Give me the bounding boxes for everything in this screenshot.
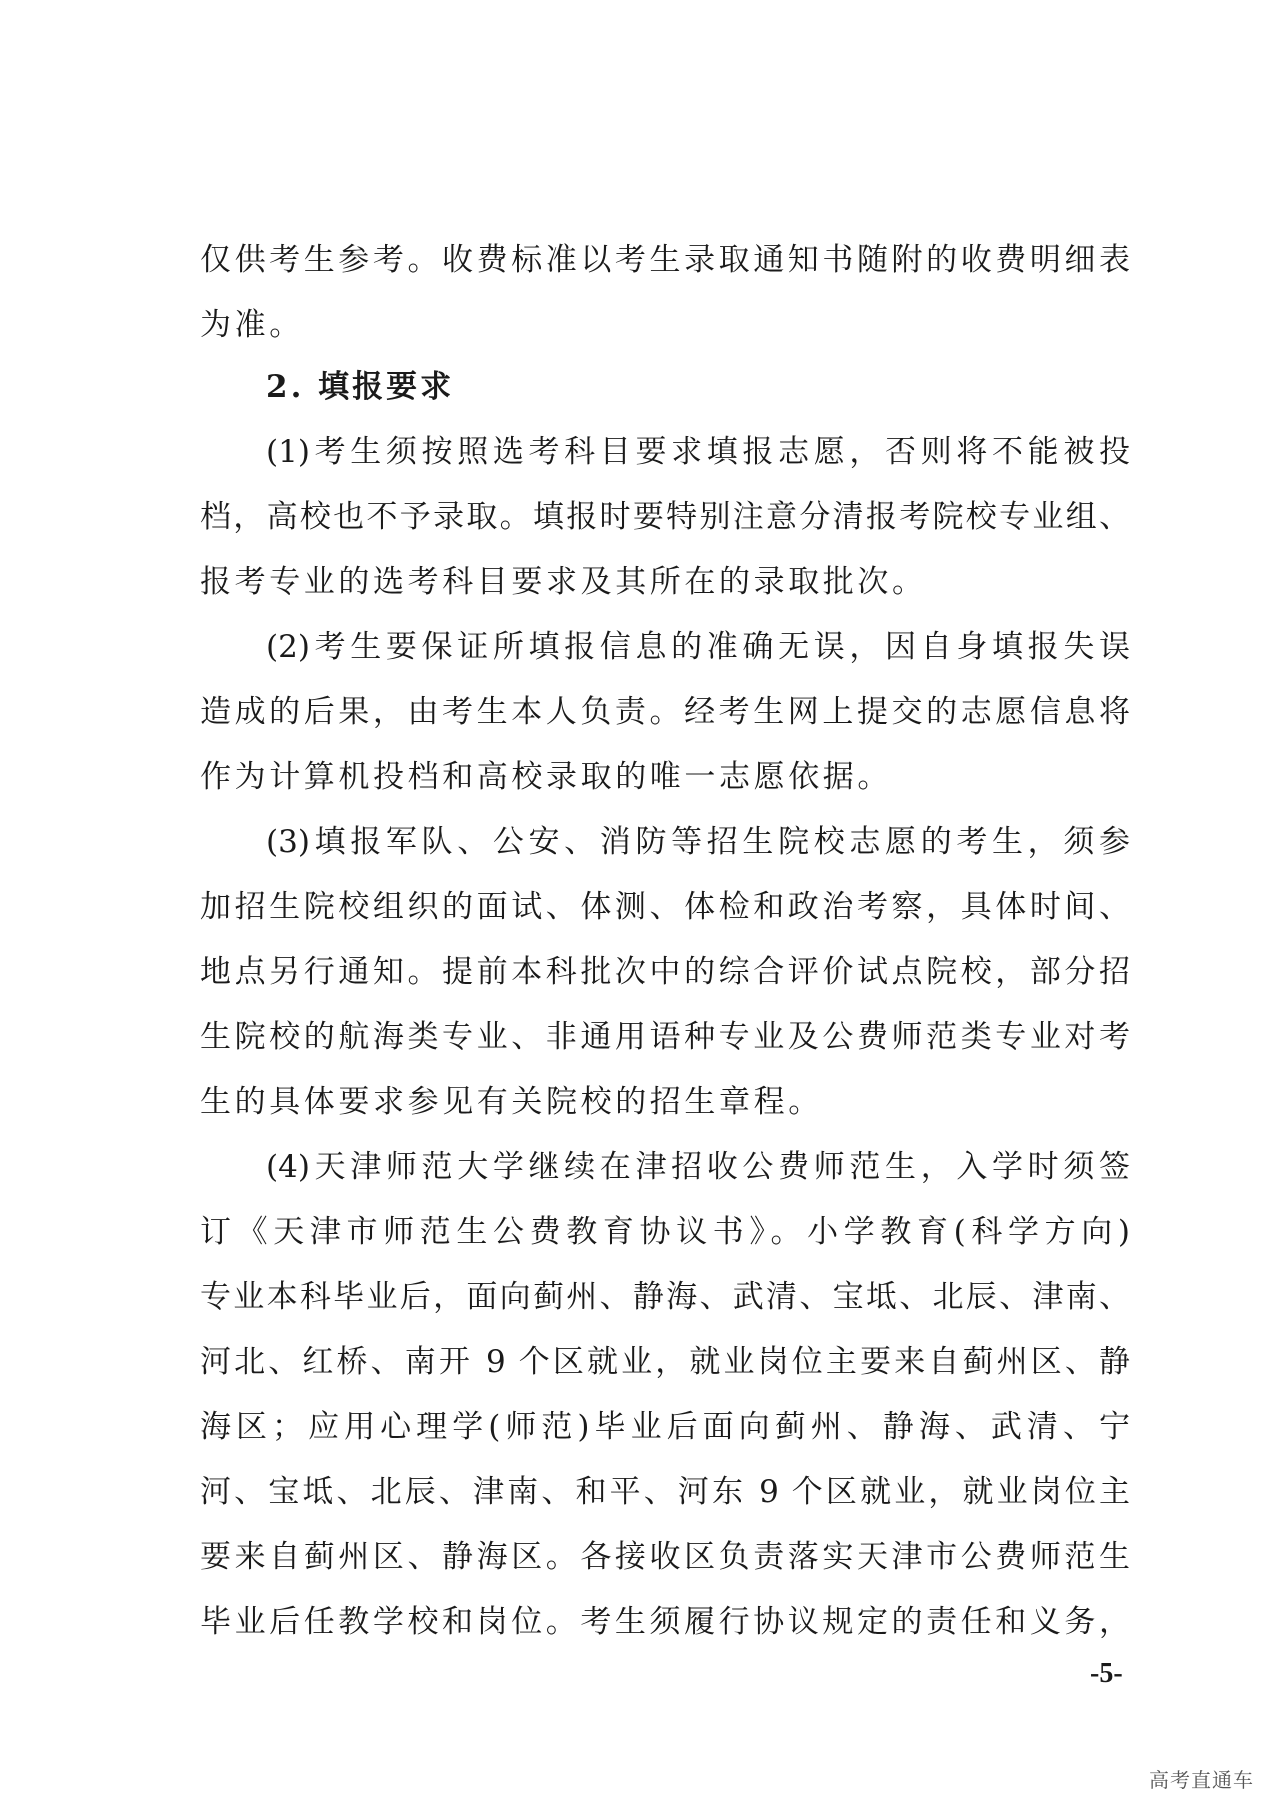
paragraph-4-line: 河、宝坻、北辰、津南、和平、河东 9 个区就业，就业岗位主: [200, 1474, 1130, 1510]
paragraph-4-line: 要来自蓟州区、静海区。各接收区负责落实天津市公费师范生: [200, 1539, 1130, 1575]
paragraph-1-line: 报考专业的选考科目要求及其所在的录取批次。: [200, 564, 927, 600]
paragraph-3-line: 生的具体要求参见有关院校的招生章程。: [200, 1084, 823, 1120]
paragraph-2-line: 作为计算机投档和高校录取的唯一志愿依据。: [200, 759, 892, 795]
text-line: 仅供考生参考。收费标准以考生录取通知书随附的收费明细表: [200, 242, 1130, 278]
paragraph-3-line: 生院校的航海类专业、非通用语种专业及公费师范类专业对考: [200, 1019, 1130, 1055]
paragraph-2-line: 造成的后果，由考生本人负责。经考生网上提交的志愿信息将: [200, 694, 1130, 730]
paragraph-1-line: 档，高校也不予录取。填报时要特别注意分清报考院校专业组、: [200, 499, 1130, 535]
text-line: 为准。: [200, 307, 304, 343]
watermark: 高考直通车: [1149, 1768, 1254, 1792]
paragraph-3-line: (3)填报军队、公安、消防等招生院校志愿的考生，须参: [266, 824, 1130, 860]
section-heading: 2. 填报要求: [266, 369, 455, 405]
paragraph-4-line: 毕业后任教学校和岗位。考生须履行协议规定的责任和义务，: [200, 1604, 1130, 1640]
paragraph-4-line: (4)天津师范大学继续在津招收公费师范生，入学时须签: [266, 1149, 1130, 1185]
paragraph-4-line: 订《天津市师范生公费教育协议书》。小学教育(科学方向): [200, 1214, 1130, 1250]
page-number: -5-: [1090, 1658, 1123, 1689]
paragraph-1-line: (1)考生须按照选考科目要求填报志愿，否则将不能被投: [266, 434, 1130, 470]
paragraph-4-line: 海区；应用心理学(师范)毕业后面向蓟州、静海、武清、宁: [200, 1409, 1130, 1445]
paragraph-4-line: 专业本科毕业后，面向蓟州、静海、武清、宝坻、北辰、津南、: [200, 1279, 1130, 1315]
paragraph-3-line: 加招生院校组织的面试、体测、体检和政治考察，具体时间、: [200, 889, 1130, 925]
paragraph-2-line: (2)考生要保证所填报信息的准确无误，因自身填报失误: [266, 629, 1130, 665]
paragraph-4-line: 河北、红桥、南开 9 个区就业，就业岗位主要来自蓟州区、静: [200, 1344, 1130, 1380]
paragraph-3-line: 地点另行通知。提前本科批次中的综合评价试点院校，部分招: [200, 954, 1130, 990]
